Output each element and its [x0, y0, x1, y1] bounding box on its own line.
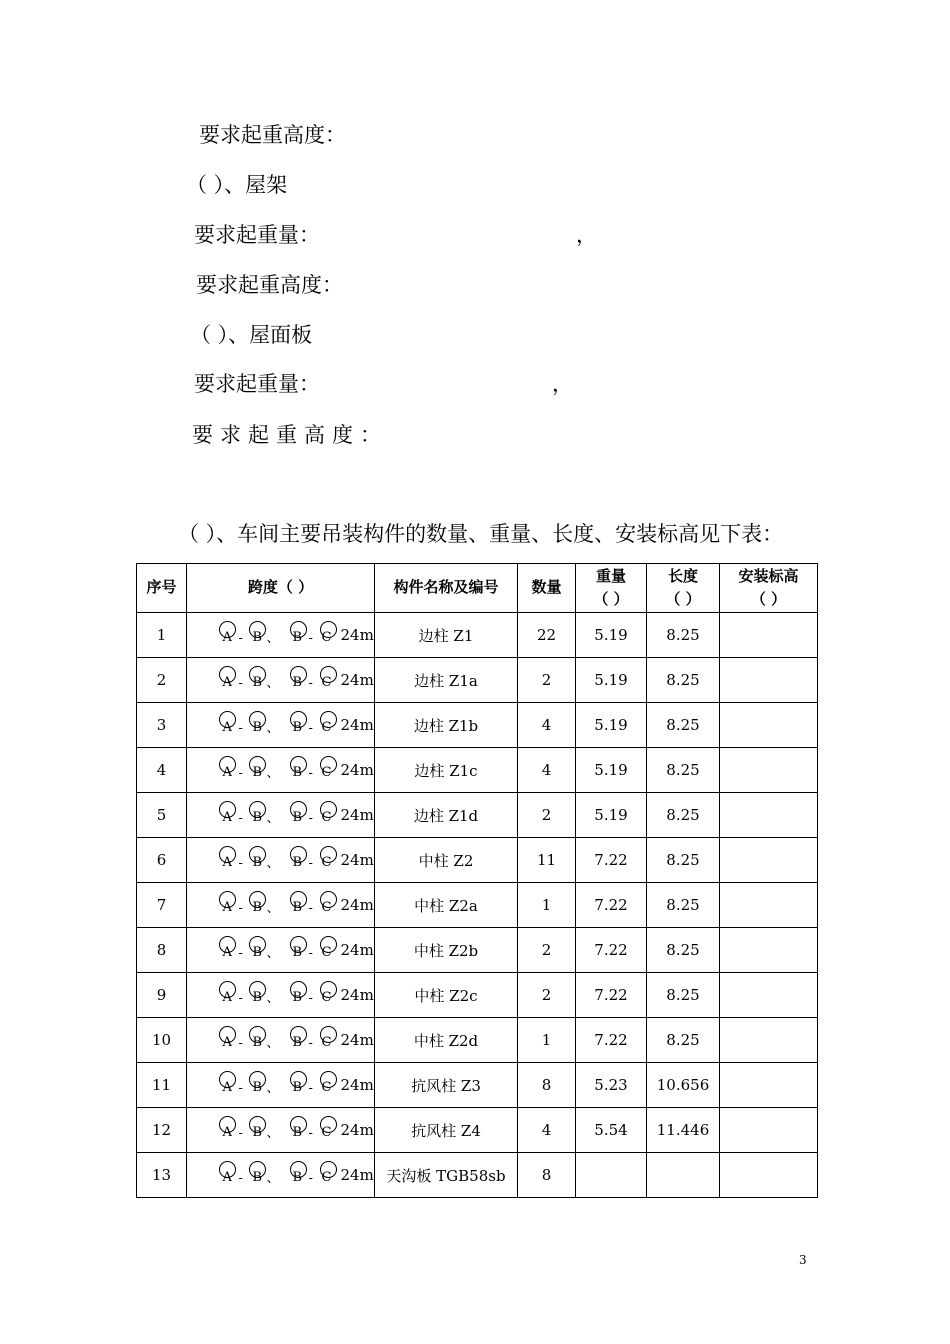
axis-span-part: A	[222, 630, 232, 645]
cell-length: 8.25	[647, 928, 720, 973]
cell-length	[647, 1153, 720, 1198]
axis-span-part: B	[252, 1080, 263, 1095]
cell-elevation	[720, 973, 818, 1018]
axis-span-part: B	[292, 1080, 303, 1095]
cell-qty: 1	[518, 883, 576, 928]
axis-span-part: 、	[266, 631, 280, 646]
axis-span-part: B	[292, 675, 303, 690]
axis-span-part: 、	[266, 1126, 280, 1141]
cell-elevation	[720, 1063, 818, 1108]
cell-span	[187, 1153, 375, 1198]
cell-name: 边柱 Z1a	[375, 658, 518, 703]
cell-span	[187, 1063, 375, 1108]
axis-span-part: 24m	[340, 986, 374, 1004]
axis-span-part: -	[238, 856, 243, 871]
cell-qty: 11	[518, 838, 576, 883]
axis-span-part: B	[252, 945, 263, 960]
cell-qty: 1	[518, 1018, 576, 1063]
axis-span-part: -	[238, 811, 243, 826]
axis-span-part: B	[252, 1035, 263, 1050]
axis-span-part: 、	[266, 856, 280, 871]
text-required-lifting-weight-1: 要求起重量：	[194, 223, 320, 247]
table-row	[137, 838, 818, 883]
axis-span-label	[201, 978, 374, 1008]
axis-span-part: A	[222, 1170, 232, 1185]
axis-span-part: -	[308, 676, 313, 691]
axis-span-part: 24m	[340, 716, 374, 734]
cell-length: 8.25	[647, 1018, 720, 1063]
header-length	[647, 564, 720, 613]
axis-span-part: C	[321, 945, 332, 960]
cell-seq: 5	[137, 793, 187, 838]
cell-length: 8.25	[647, 973, 720, 1018]
axis-span-part: C	[321, 990, 332, 1005]
cell-span	[187, 1108, 375, 1153]
axis-span-part: B	[292, 630, 303, 645]
cell-elevation	[720, 748, 818, 793]
cell-name: 边柱 Z1	[375, 613, 518, 658]
axis-span-part: -	[308, 811, 313, 826]
axis-span-part: B	[292, 945, 303, 960]
axis-span-part: C	[321, 720, 332, 735]
cell-seq: 8	[137, 928, 187, 973]
cell-qty: 4	[518, 1108, 576, 1153]
axis-span-label	[201, 843, 374, 873]
axis-span-part: -	[238, 676, 243, 691]
axis-span-part: A	[222, 765, 232, 780]
cell-elevation	[720, 1153, 818, 1198]
axis-span-part: C	[321, 1080, 332, 1095]
cell-length: 8.25	[647, 838, 720, 883]
axis-span-part: B	[252, 855, 263, 870]
axis-span-part: B	[252, 765, 263, 780]
page-number: 3	[799, 1253, 807, 1267]
header-name: 构件名称及编号	[375, 564, 518, 613]
axis-span-part: 24m	[340, 1121, 374, 1139]
axis-span-part: C	[321, 1035, 332, 1050]
heading-roof-truss: （ ）、屋架	[186, 173, 288, 197]
axis-span-part: A	[222, 900, 232, 915]
header-elevation-label: 安装标高	[738, 566, 799, 585]
cell-length: 8.25	[647, 658, 720, 703]
text-required-lifting-height-2: 要求起重高度：	[196, 273, 343, 297]
cell-qty: 2	[518, 928, 576, 973]
cell-seq: 2	[137, 658, 187, 703]
table-row	[137, 658, 818, 703]
cell-weight: 5.19	[576, 748, 647, 793]
header-length-label: 长度	[667, 566, 698, 585]
heading-roof-panel: （ ）、屋面板	[190, 323, 313, 347]
cell-elevation	[720, 1108, 818, 1153]
axis-span-part: -	[238, 901, 243, 916]
cell-weight: 7.22	[576, 838, 647, 883]
axis-span-part: C	[321, 1125, 332, 1140]
axis-span-part: C	[321, 1170, 332, 1185]
header-elevation	[720, 564, 818, 613]
text-required-lifting-weight-2: 要求起重量：	[194, 372, 320, 396]
axis-span-label	[201, 1068, 374, 1098]
axis-span-part: A	[222, 675, 232, 690]
axis-span-part: -	[308, 1081, 313, 1096]
axis-span-part: A	[222, 1080, 232, 1095]
axis-span-part: B	[252, 900, 263, 915]
axis-span-part: B	[252, 990, 263, 1005]
cell-weight: 7.22	[576, 883, 647, 928]
cell-name: 中柱 Z2b	[375, 928, 518, 973]
cell-qty: 2	[518, 793, 576, 838]
axis-span-part: 24m	[340, 851, 374, 869]
axis-span-part: -	[308, 1126, 313, 1141]
axis-span-part: 、	[266, 766, 280, 781]
axis-span-part: -	[238, 721, 243, 736]
axis-span-part: 24m	[340, 626, 374, 644]
cell-name: 边柱 Z1b	[375, 703, 518, 748]
cell-qty: 4	[518, 703, 576, 748]
cell-name: 抗风柱 Z3	[375, 1063, 518, 1108]
axis-span-part: 24m	[340, 671, 374, 689]
cell-elevation	[720, 838, 818, 883]
cell-seq: 13	[137, 1153, 187, 1198]
comma-2: ，	[552, 372, 573, 396]
cell-qty: 22	[518, 613, 576, 658]
axis-span-part: B	[292, 1170, 303, 1185]
axis-span-part: A	[222, 945, 232, 960]
header-qty: 数量	[518, 564, 576, 613]
cell-name: 抗风柱 Z4	[375, 1108, 518, 1153]
axis-span-part: 、	[266, 811, 280, 826]
axis-span-label	[201, 1023, 374, 1053]
header-elevation-unit: （ ）	[750, 590, 787, 608]
axis-span-part: A	[222, 1125, 232, 1140]
cell-elevation	[720, 1018, 818, 1063]
text-required-lifting-height-3: 要求起重高度：	[192, 423, 388, 447]
cell-qty: 2	[518, 973, 576, 1018]
axis-span-part: A	[222, 990, 232, 1005]
cell-length: 11.446	[647, 1108, 720, 1153]
cell-elevation	[720, 658, 818, 703]
header-seq: 序号	[137, 564, 187, 613]
axis-span-part: 24m	[340, 896, 374, 914]
axis-span-label	[201, 663, 374, 693]
cell-seq: 6	[137, 838, 187, 883]
cell-length: 8.25	[647, 883, 720, 928]
cell-seq: 12	[137, 1108, 187, 1153]
axis-span-label	[201, 753, 374, 783]
cell-elevation	[720, 793, 818, 838]
cell-weight: 5.19	[576, 793, 647, 838]
cell-span	[187, 703, 375, 748]
cell-span	[187, 613, 375, 658]
cell-seq: 4	[137, 748, 187, 793]
cell-weight: 5.19	[576, 703, 647, 748]
table-row	[137, 973, 818, 1018]
cell-span	[187, 793, 375, 838]
axis-span-part: B	[292, 900, 303, 915]
axis-span-part: -	[308, 766, 313, 781]
table-row	[137, 703, 818, 748]
table-header-row	[137, 564, 818, 613]
cell-weight: 7.22	[576, 973, 647, 1018]
cell-span	[187, 883, 375, 928]
axis-span-part: B	[292, 1125, 303, 1140]
axis-span-label	[201, 798, 374, 828]
cell-span	[187, 1018, 375, 1063]
axis-span-part: 、	[266, 721, 280, 736]
axis-span-part: 、	[266, 901, 280, 916]
axis-span-part: 24m	[340, 1076, 374, 1094]
cell-qty: 8	[518, 1063, 576, 1108]
cell-name: 中柱 Z2c	[375, 973, 518, 1018]
axis-span-part: 、	[266, 946, 280, 961]
axis-span-part: 24m	[340, 806, 374, 824]
axis-span-part: B	[292, 855, 303, 870]
axis-span-label	[201, 933, 374, 963]
cell-length: 10.656	[647, 1063, 720, 1108]
axis-span-part: -	[308, 901, 313, 916]
cell-length: 8.25	[647, 613, 720, 658]
axis-span-part: C	[321, 855, 332, 870]
cell-elevation	[720, 703, 818, 748]
axis-span-part: 24m	[340, 941, 374, 959]
table-row	[137, 928, 818, 973]
axis-span-part: B	[252, 630, 263, 645]
table-body	[137, 613, 818, 1198]
axis-span-part: -	[308, 856, 313, 871]
axis-span-part: -	[308, 991, 313, 1006]
axis-span-part: -	[238, 1126, 243, 1141]
axis-span-part: 24m	[340, 1166, 374, 1184]
axis-span-part: -	[238, 1171, 243, 1186]
axis-span-part: -	[238, 946, 243, 961]
cell-name: 天沟板 TGB58sb	[375, 1153, 518, 1198]
cell-elevation	[720, 928, 818, 973]
cell-name: 边柱 Z1d	[375, 793, 518, 838]
cell-qty: 4	[518, 748, 576, 793]
axis-span-part: C	[321, 630, 332, 645]
axis-span-part: -	[238, 766, 243, 781]
axis-span-part: A	[222, 810, 232, 825]
axis-span-part: 、	[266, 991, 280, 1006]
cell-seq: 1	[137, 613, 187, 658]
cell-span	[187, 838, 375, 883]
cell-weight: 5.19	[576, 613, 647, 658]
cell-elevation	[720, 613, 818, 658]
header-weight-unit: （ ）	[593, 590, 629, 608]
axis-span-part: B	[252, 1125, 263, 1140]
axis-span-part: 24m	[340, 761, 374, 779]
cell-seq: 9	[137, 973, 187, 1018]
axis-span-part: -	[308, 631, 313, 646]
cell-length: 8.25	[647, 793, 720, 838]
axis-span-part: 24m	[340, 1031, 374, 1049]
cell-span	[187, 748, 375, 793]
axis-span-part: B	[292, 720, 303, 735]
table-row	[137, 1108, 818, 1153]
cell-length: 8.25	[647, 703, 720, 748]
axis-span-part: C	[321, 810, 332, 825]
cell-elevation	[720, 883, 818, 928]
header-span: 跨度（ ）	[187, 564, 375, 613]
axis-span-part: 、	[266, 1081, 280, 1096]
axis-span-part: -	[308, 1171, 313, 1186]
axis-span-part: B	[252, 720, 263, 735]
axis-span-label	[201, 618, 374, 648]
table-caption: （ ）、车间主要吊装构件的数量、重量、长度、安装标高见下表：	[178, 522, 784, 546]
cell-weight: 5.54	[576, 1108, 647, 1153]
cell-length: 8.25	[647, 748, 720, 793]
axis-span-part: B	[292, 765, 303, 780]
axis-span-part: C	[321, 675, 332, 690]
axis-span-part: -	[308, 1036, 313, 1051]
comma-1: ，	[576, 223, 597, 247]
table-row	[137, 1018, 818, 1063]
axis-span-part: B	[252, 810, 263, 825]
cell-weight	[576, 1153, 647, 1198]
axis-span-part: B	[292, 1035, 303, 1050]
axis-span-label	[201, 888, 374, 918]
table-row	[137, 748, 818, 793]
axis-span-part: C	[321, 765, 332, 780]
table-row	[137, 1063, 818, 1108]
axis-span-part: B	[252, 1170, 263, 1185]
table-row	[137, 613, 818, 658]
axis-span-part: A	[222, 855, 232, 870]
axis-span-part: B	[252, 675, 263, 690]
cell-span	[187, 973, 375, 1018]
cell-seq: 3	[137, 703, 187, 748]
components-table	[136, 563, 818, 1198]
axis-span-label	[201, 1158, 374, 1188]
cell-weight: 5.19	[576, 658, 647, 703]
axis-span-label	[201, 1113, 374, 1143]
cell-name: 中柱 Z2	[375, 838, 518, 883]
axis-span-part: B	[292, 990, 303, 1005]
axis-span-part: 、	[266, 1036, 280, 1051]
table-row	[137, 883, 818, 928]
header-length-unit: （ ）	[665, 590, 701, 608]
axis-span-part: A	[222, 720, 232, 735]
cell-weight: 5.23	[576, 1063, 647, 1108]
cell-seq: 11	[137, 1063, 187, 1108]
axis-span-part: C	[321, 900, 332, 915]
header-weight	[576, 564, 647, 613]
cell-span	[187, 658, 375, 703]
axis-span-part: A	[222, 1035, 232, 1050]
cell-name: 边柱 Z1c	[375, 748, 518, 793]
axis-span-part: -	[308, 946, 313, 961]
cell-qty: 8	[518, 1153, 576, 1198]
cell-weight: 7.22	[576, 1018, 647, 1063]
cell-name: 中柱 Z2d	[375, 1018, 518, 1063]
axis-span-part: -	[238, 631, 243, 646]
table-row	[137, 793, 818, 838]
cell-seq: 7	[137, 883, 187, 928]
cell-span	[187, 928, 375, 973]
axis-span-part: 、	[266, 1171, 280, 1186]
axis-span-part: 、	[266, 676, 280, 691]
axis-span-part: -	[238, 1081, 243, 1096]
axis-span-part: -	[238, 991, 243, 1006]
axis-span-label	[201, 708, 374, 738]
header-weight-label: 重量	[595, 566, 626, 585]
table-row	[137, 1153, 818, 1198]
cell-seq: 10	[137, 1018, 187, 1063]
axis-span-part: -	[308, 721, 313, 736]
cell-qty: 2	[518, 658, 576, 703]
cell-name: 中柱 Z2a	[375, 883, 518, 928]
cell-weight: 7.22	[576, 928, 647, 973]
axis-span-part: B	[292, 810, 303, 825]
text-required-lifting-height-1: 要求起重高度：	[199, 123, 346, 147]
axis-span-part: -	[238, 1036, 243, 1051]
